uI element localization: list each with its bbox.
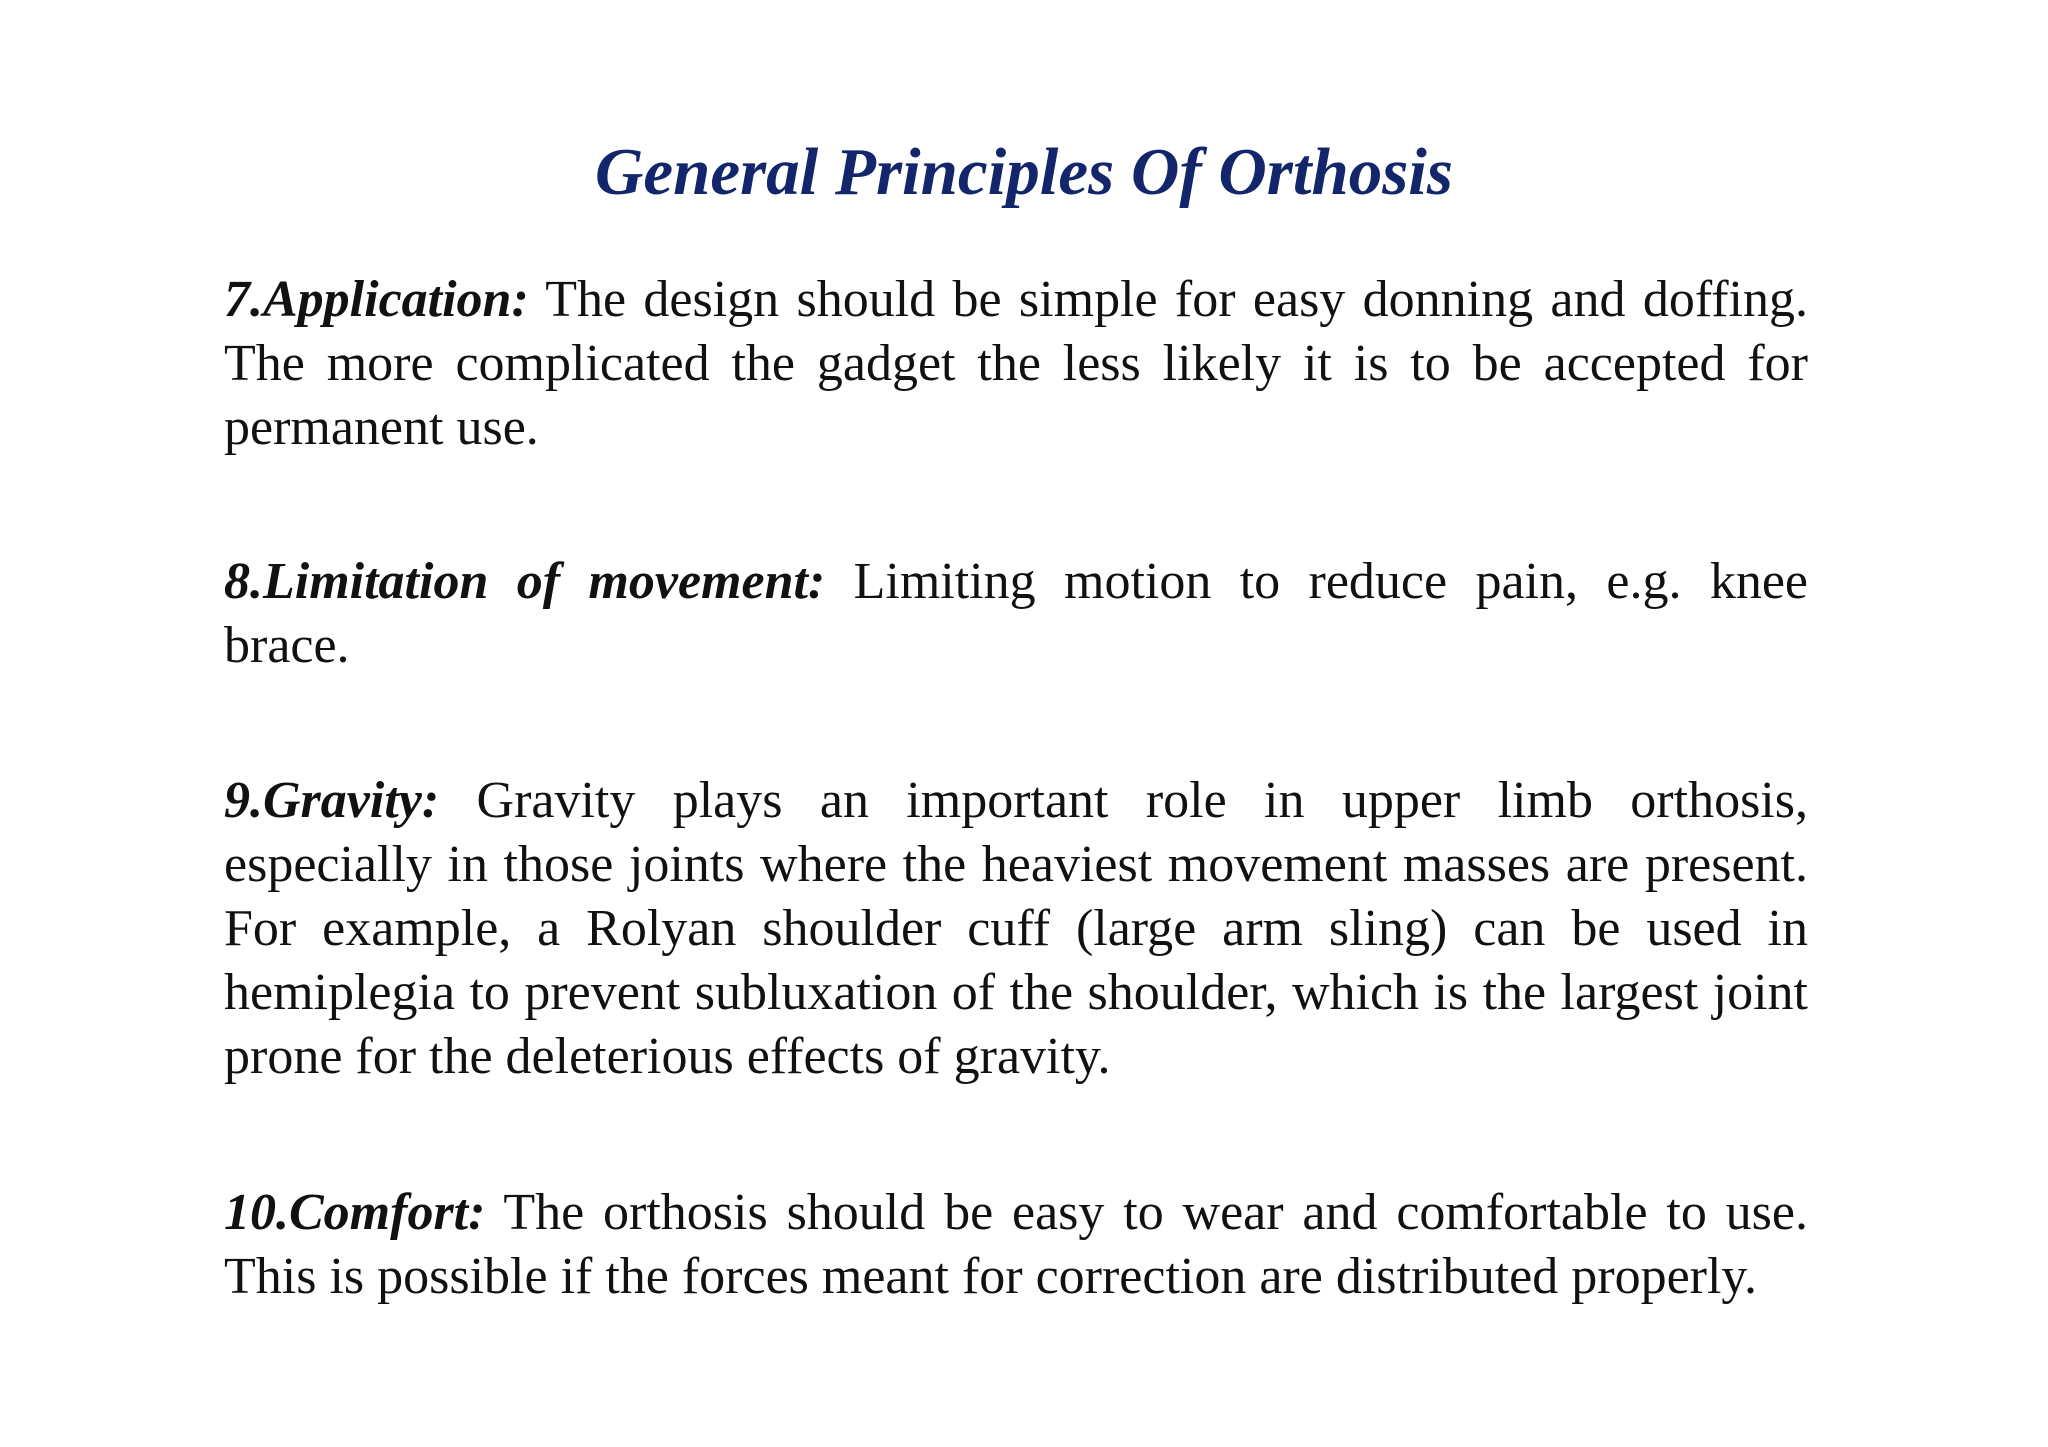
principle-application: [224, 268, 1808, 460]
principle-gravity: [224, 769, 1808, 1089]
slide-title: General Principles Of Orthosis: [594, 135, 1453, 209]
principle-comfort: [224, 1181, 1808, 1309]
principle-lead: 9.Gravity:: [224, 772, 440, 829]
principle-text: The design should be simple for easy donning and doffing. The more complicated the gadget the less likely it is to be accepted for permanent use.: [224, 271, 1808, 456]
principle-text: Gravity plays an important role in upper limb orthosis, especially in those joints where the heaviest movement masses are present. For example, a Rolyan shoulder cuff (large arm sling) can be used in hemiplegia to prevent subluxation of the shoulder, which is the largest joint prone for the deleterious effects of gravity.: [224, 772, 1808, 1085]
principle-limitation-of-movement: [224, 550, 1808, 678]
principle-lead: 7.Application:: [224, 271, 529, 328]
principle-text: The orthosis should be easy to wear and comfortable to use. This is possible if the forces meant for correction are distributed properly.: [224, 1184, 1808, 1305]
principle-lead: 8.Limitation of movement:: [224, 553, 826, 610]
principle-lead: 10.Comfort:: [224, 1184, 486, 1241]
principle-text: Limiting motion to reduce pain, e.g. knee brace.: [224, 553, 1808, 674]
